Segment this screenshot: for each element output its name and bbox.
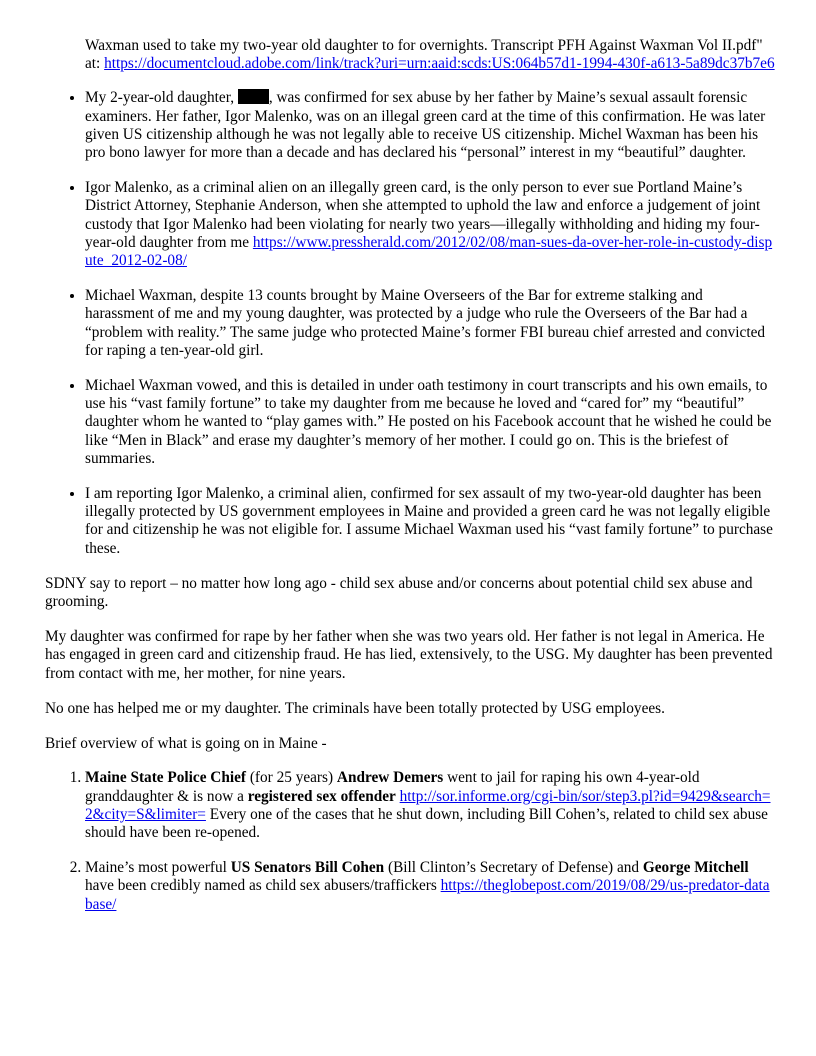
bullet-text: Michael Waxman vowed, and this is detailed in under oath testimony in court transcripts and his own emails, to use his “vast family fortune” to take my daughter from me because he loved and “cared for” my “beautiful” daughter whom he wanted to “play games with.” He posted on his Facebook account that he wished he could be like “Men in Black” and erase my daughter’s memory of her mother. I could go on. This is the briefest of summaries. [85, 377, 772, 467]
bold-text: Andrew Demers [336, 769, 444, 787]
bold-text: registered sex offender [247, 787, 396, 805]
sor-informe-link[interactable]: http://sor.informe.org/cgi-bin/sor/step3.pl?id=9429&search=2&city=S&limiter= [85, 787, 771, 823]
bullet-item-overseers [85, 287, 775, 360]
item-text: (Bill Clinton’s Secretary of Defense) and [384, 859, 643, 877]
numbered-item-senators [85, 859, 775, 914]
bold-text: Maine State Police Chief [85, 769, 246, 787]
continued-bullet-text [85, 37, 775, 73]
paragraph-daughter: My daughter was confirmed for rape by her father when she was two years old. Her father is not legal in America. He has engaged in green card and citizenship fraud. He has lied, extensively, to the USG. My daughter has been prevented from contact with me, her mother, for nine years. [45, 628, 773, 682]
bullet-text: I am reporting Igor Malenko, a criminal alien, confirmed for sex assault of my two-year-old daughter has been illegally protected by US government employees in Maine and provided a green card he was not legally eligible for and citizenship he was not eligible for. I assume Michael Waxman used his “vast family fortune” to purchase these. [85, 485, 773, 557]
numbered-list [45, 769, 775, 913]
item-text: Maine’s most powerful [85, 859, 231, 877]
bullet-text: Igor Malenko, as a criminal alien on an illegally green card, is the only person to ever sue Portland Maine’s District Attorney, Stephanie Anderson, when she attempted to uphold the law and enforce a judgement of joint custody that Igor Malenko had been violating for nearly two years—illegally withholding and hiding my four-year-old daughter from me [85, 179, 761, 251]
pressherald-link[interactable]: https://www.pressherald.com/2012/02/08/man-sues-da-over-her-role-in-custody-dispute_2012-02-08/ [85, 233, 773, 270]
bullet-item-report [85, 485, 775, 558]
paragraph-overview: Brief overview of what is going on in Maine - [45, 735, 327, 753]
documentcloud-link[interactable]: https://documentcloud.adobe.com/link/track?uri=urn:aaid:scds:US:064b57d1-1994-430f-a613-5a89dc37b7e6 [104, 55, 775, 73]
bullet-list [45, 89, 775, 557]
item-text: Every one of the cases that he shut down, including Bill Cohen’s, related to child sex abuse should have been re-opened. [85, 805, 768, 841]
bullet-text: My 2-year-old daughter, [85, 89, 238, 107]
bullet-text: Michael Waxman, despite 13 counts brought by Maine Overseers of the Bar for extreme stalking and harassment of me and my young daughter, was protected by a judge who rule the Overseers of the Bar had a “problem with reality.” The same judge who protected Maine’s former FBI bureau chief arrested and convicted for raping a ten-year-old girl. [85, 287, 766, 359]
paragraph-sdny: SDNY say to report – no matter how long ago - child sex abuse and/or concerns about potential child sex abuse and grooming. [45, 574, 753, 611]
bullet-text: , was confirmed for sex abuse by her father by Maine’s sexual assault forensic examiners. Her father, Igor Malenko, was on an illegal green card at the time of this confirmation. He was later given US citizenship although he was not legally able to receive US citizenship. Michel Waxman has been his pro bono lawyer for more than a decade and has declared his “personal” interest in my “beautiful” daughter. [85, 89, 766, 162]
paragraph-no-help: No one has helped me or my daughter. The criminals have been totally protected by USG employees. [45, 699, 665, 717]
item-text: went to jail for raping his own 4-year-old granddaughter & is now a [85, 769, 700, 805]
item-text: (for 25 years) [246, 769, 337, 787]
document-page [45, 37, 775, 931]
bullet-item-waxman-vow [85, 377, 775, 468]
bullet-item-daughter-abuse [85, 89, 775, 162]
bullet-item-lawsuit-da [85, 179, 775, 270]
redacted-name [238, 89, 269, 104]
bold-text: George Mitchell [642, 859, 749, 877]
globepost-link[interactable]: https://theglobepost.com/2019/08/29/us-predator-database/ [85, 877, 770, 913]
continued-text: Waxman used to take my two-year old daughter to for overnights. Transcript PFH Against Waxman Vol II.pdf" at: [85, 37, 763, 73]
item-text: have been credibly named as child sex abusers/traffickers [85, 877, 441, 895]
numbered-item-demers [85, 769, 775, 842]
bold-text: US Senators Bill Cohen [230, 859, 385, 877]
